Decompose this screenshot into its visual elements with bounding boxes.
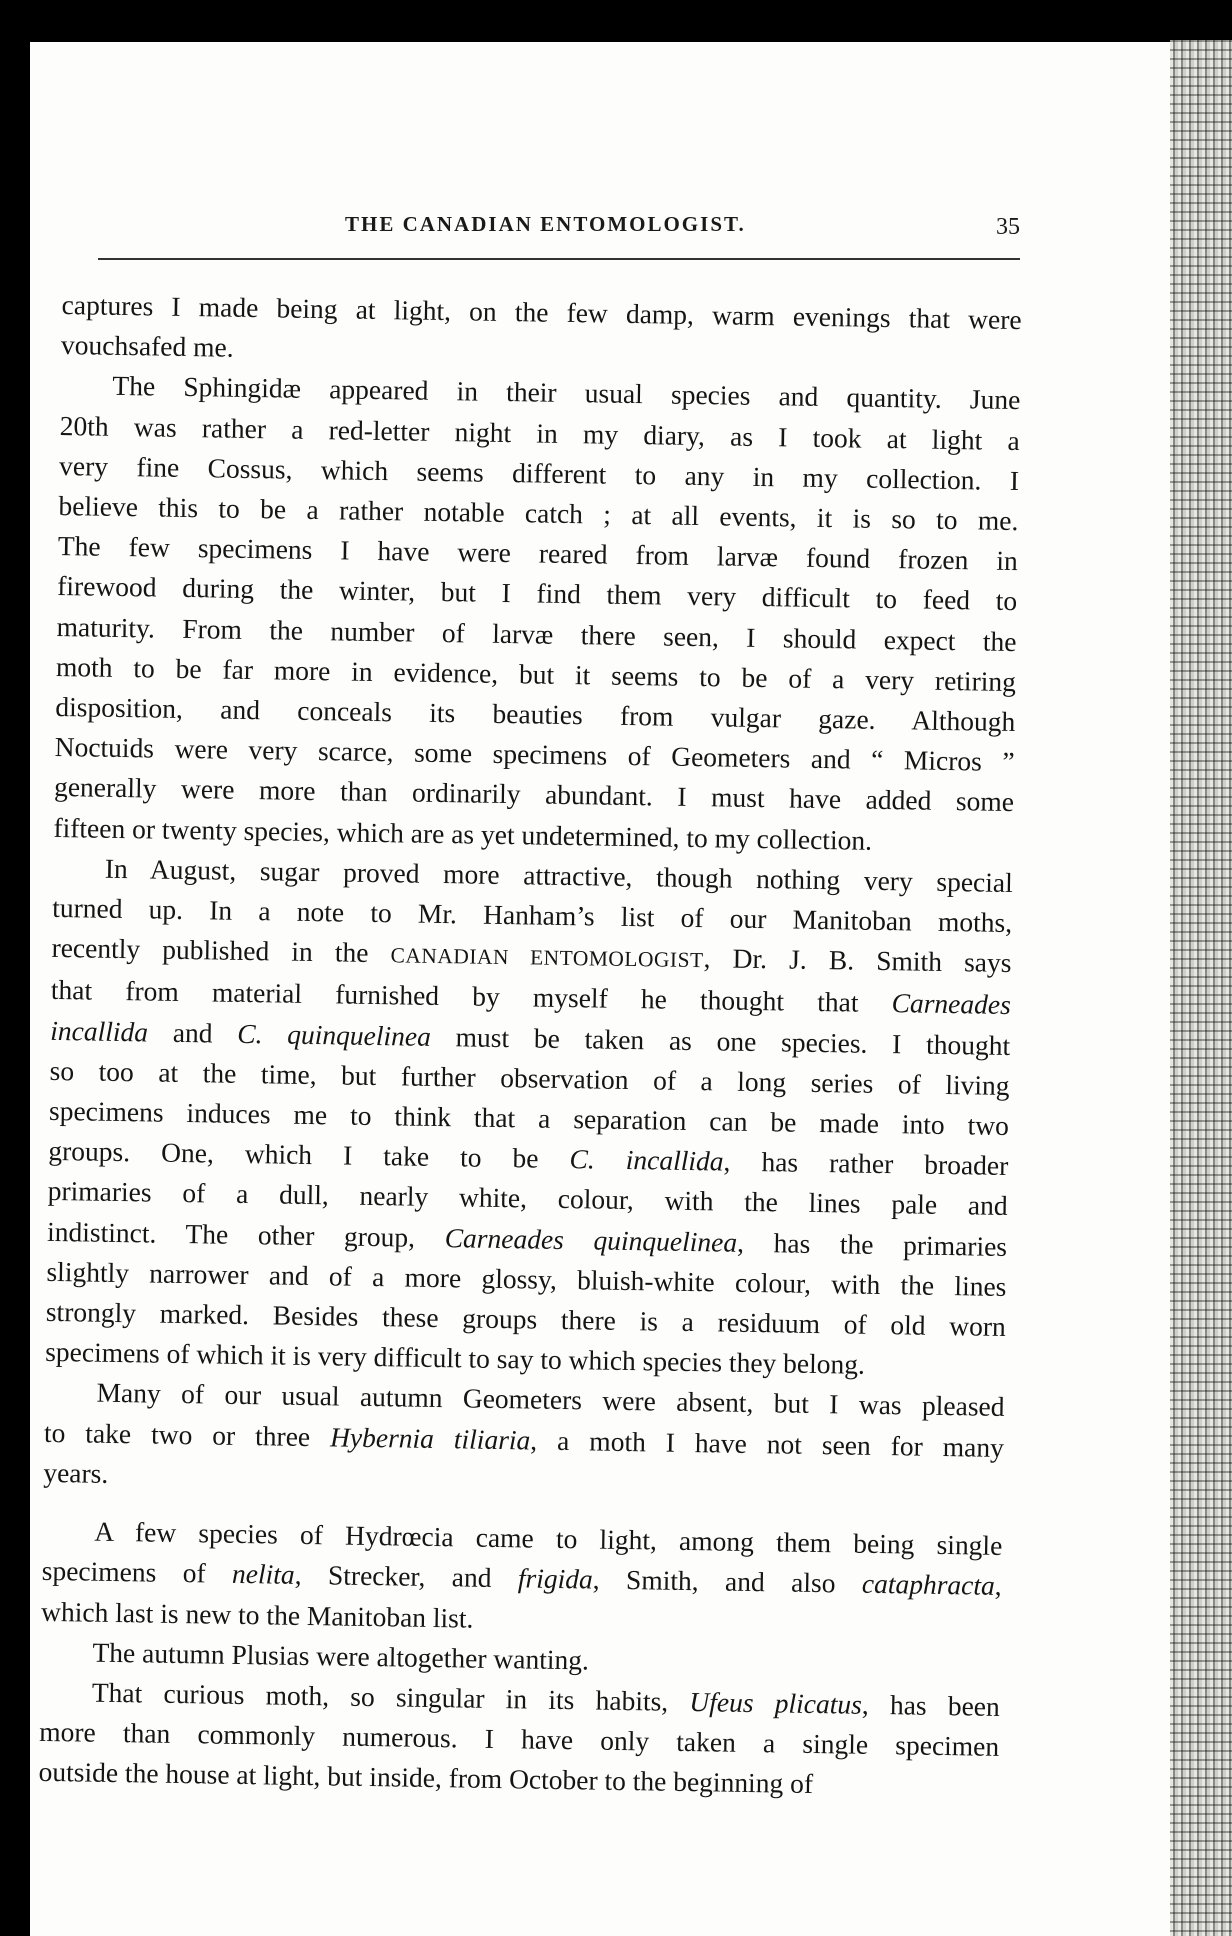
text-run: Many of our usual autumn Geometers were absent, but I was pleased [96, 1377, 1005, 1423]
text-run: , a moth I have not seen for many [530, 1424, 1005, 1463]
text-run: primaries of a dull, nearly white, colour, with the lines pale and [47, 1175, 1008, 1222]
text-run: specimens induces me to think that a separation can be made into two [48, 1094, 1010, 1142]
text-run: A few species of Hydrœcia came to light, among them being single [94, 1515, 1003, 1562]
header-rule [98, 258, 1020, 260]
text-run: firewood during the winter, but I find them very difficult to feed to [57, 570, 1018, 617]
text-run: , [994, 1570, 1002, 1602]
page-number: 35 [996, 214, 1020, 240]
text-run: turned up. In a note to Mr. Hanham’s list of our Manitoban moths, [51, 891, 1013, 939]
italic-text: Carneades [891, 987, 1012, 1021]
text-run: 20th was rather a red-letter night in my diary, as I took at light a [59, 409, 1020, 456]
running-title: THE CANADIAN ENTOMOLOGIST. [345, 212, 746, 236]
italic-text: Ufeus plicatus [689, 1685, 863, 1720]
text-run: moth to be far more in evidence, but it seems to be of a very retiring [55, 650, 1017, 697]
text-run: more than commonly numerous. I have only taken a single specimen [39, 1715, 1000, 1763]
text-run: and [147, 1016, 238, 1049]
page-header [90, 212, 1020, 246]
paragraph [61, 285, 1022, 380]
text-run: maturity. From the number of larvæ there seen, I should expect the [56, 610, 1017, 657]
text-run: , has been [861, 1688, 1001, 1722]
paragraph [41, 1511, 1003, 1647]
text-run: The few specimens I have were reared from larvæ found frozen in [57, 530, 1019, 577]
text-run: , Strecker, and [294, 1559, 519, 1594]
italic-text: C. incallida [569, 1143, 724, 1177]
paragraph [45, 848, 1013, 1388]
text-run: , has the primaries [736, 1226, 1008, 1262]
italic-text: frigida [517, 1562, 594, 1595]
text-run: Noctuids were very scarce, some specimens of Geometers and “ Micros ” [54, 731, 1015, 778]
text-run: strongly marked. Besides these groups there is a residuum of old worn [45, 1295, 1007, 1343]
paragraph [38, 1672, 1000, 1808]
text-run: The autumn Plusias were altogether wanting. [92, 1636, 590, 1676]
text-run: believe this to be a rather notable catch ; at all events, it is so to me. [58, 489, 1019, 537]
text-run: must be taken as one species. I thought [430, 1020, 1011, 1061]
text-run: which last is new to the Manitoban list. [40, 1595, 474, 1634]
text-run: In August, sugar proved more attractive, though nothing very special [104, 852, 1013, 898]
text-run: , has rather broader [723, 1145, 1009, 1182]
text-run: recently published in the [51, 932, 391, 969]
paragraph [53, 365, 1020, 862]
italic-text: Carneades quinquelinea [444, 1221, 738, 1258]
text-run: captures I made being at light, on the few damp, warm evenings that were [61, 288, 1022, 336]
text-run: outside the house at light, but inside, from October to the beginning of [38, 1756, 814, 1800]
text-run: , Smith, and also [592, 1563, 863, 1600]
body-text [38, 285, 1022, 1807]
text-run: vouchsafed me. [60, 329, 234, 363]
italic-text: incallida [50, 1014, 149, 1048]
page-stack-edge [1170, 40, 1232, 1936]
text-run: The Sphingidæ appeared in their usual species and quantity. June [112, 370, 1021, 416]
small-caps-text: CANADIAN ENTOMOLOGIST [390, 943, 704, 973]
text-run: to take two or three [43, 1416, 331, 1453]
text-run: indistinct. The other group, [46, 1215, 445, 1253]
text-run: slightly narrower and of a more glossy, bluish-white colour, with the lines [46, 1255, 1007, 1302]
text-run: fifteen or twenty species, which are as yet undetermined, to my collection. [53, 811, 873, 856]
italic-text: nelita [231, 1558, 295, 1591]
text-run: disposition, and conceals its beauties from vulgar gaze. Although [55, 690, 1016, 738]
italic-text: C. quinquelinea [237, 1017, 432, 1052]
italic-text: cataphracta [861, 1568, 996, 1602]
text-run: , Dr. J. B. Smith says [703, 942, 1012, 979]
text-run: that from material furnished by myself he thought that [50, 974, 892, 1019]
text-run: specimens of which it is very difficult to say to which species they belong. [45, 1336, 866, 1381]
text-run: so too at the time, but further observation of a long series of living [49, 1054, 1010, 1101]
text-run: very fine Cossus, which seems different to any in my collection. I [58, 449, 1020, 496]
text-run: years. [43, 1456, 109, 1489]
paragraph [43, 1372, 1005, 1508]
italic-text: Hybernia tiliaria [329, 1421, 531, 1456]
text-run: groups. One, which I take to be [48, 1135, 570, 1175]
text-run: specimens of [41, 1555, 233, 1590]
text-run: generally were more than ordinarily abundant. I must have added some [53, 771, 1015, 818]
text-run: That curious moth, so singular in its habits, [91, 1676, 690, 1717]
